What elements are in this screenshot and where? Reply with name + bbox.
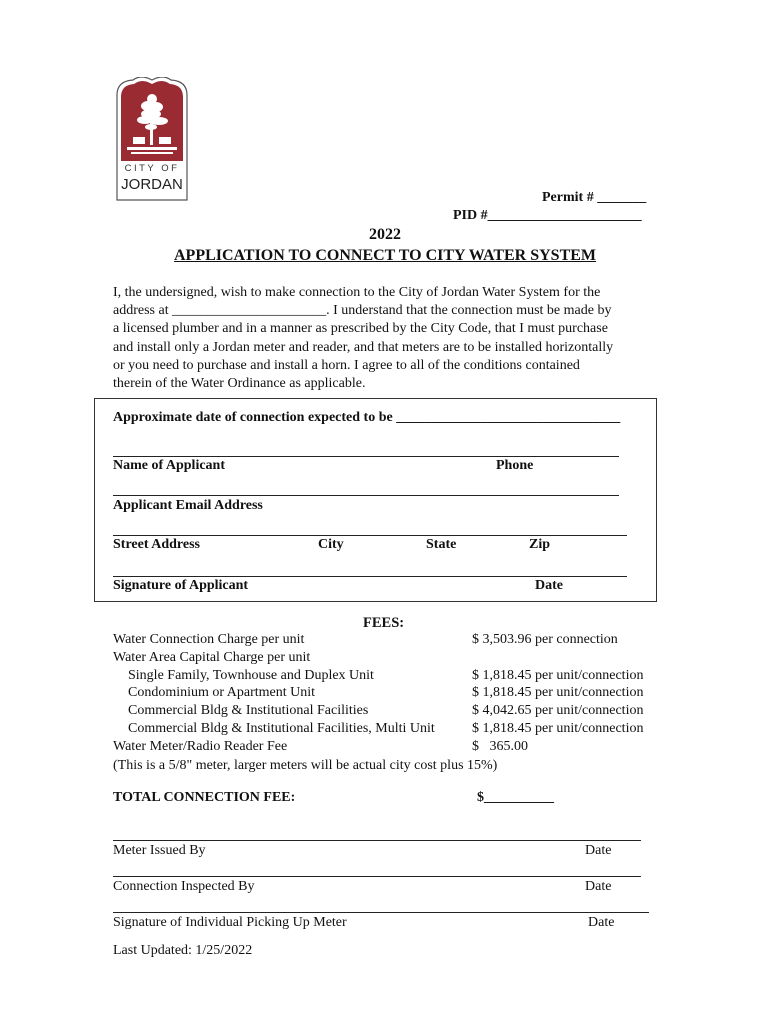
fee-amount: $ 365.00 bbox=[472, 739, 528, 754]
address-line[interactable] bbox=[113, 535, 627, 536]
signature-line[interactable] bbox=[113, 576, 627, 577]
fee-label: Commercial Bldg & Institutional Facilities, Multi Unit bbox=[128, 721, 435, 736]
fee-label: Single Family, Townhouse and Duplex Unit bbox=[128, 668, 374, 683]
zip-label: Zip bbox=[529, 537, 551, 552]
pid-field: PID #______________________ bbox=[453, 208, 642, 223]
fees-heading: FEES: bbox=[363, 615, 405, 631]
intro-line: I, the undersigned, wish to make connection to the City of Jordan Water System for the bbox=[113, 285, 601, 300]
last-updated: Last Updated: 1/25/2022 bbox=[113, 943, 253, 958]
picking-up-line[interactable] bbox=[113, 912, 649, 913]
city-of-jordan-logo bbox=[115, 77, 189, 202]
meter-issued-line[interactable] bbox=[113, 840, 641, 841]
logo-jordan: JORDAN bbox=[121, 176, 183, 193]
fee-amount: $ 3,503.96 per connection bbox=[472, 632, 618, 647]
signature-date-label: Date bbox=[535, 578, 563, 593]
intro-line: or you need to purchase and install a horn. I agree to all of the conditions contained bbox=[113, 357, 580, 373]
total-fee-label: TOTAL CONNECTION FEE: bbox=[113, 790, 296, 805]
total-fee-value[interactable]: $__________ bbox=[477, 790, 554, 805]
form-year: 2022 bbox=[369, 226, 401, 243]
intro-paragraph bbox=[113, 284, 673, 393]
fee-label: Condominium or Apartment Unit bbox=[128, 685, 316, 700]
fee-amount: $ 1,818.45 per unit/connection bbox=[472, 668, 644, 683]
connection-date-field[interactable]: Approximate date of connection expected to be ________________________________ bbox=[113, 410, 621, 425]
picking-up-signature-label: Signature of Individual Picking Up Meter bbox=[113, 915, 347, 930]
fee-amount: $ 4,042.65 per unit/connection bbox=[472, 703, 644, 718]
name-of-applicant-label: Name of Applicant bbox=[113, 458, 225, 473]
meter-note: (This is a 5/8" meter, larger meters will be actual city cost plus 15%) bbox=[113, 758, 498, 773]
inspected-date-label: Date bbox=[585, 879, 612, 894]
street-address-label: Street Address bbox=[113, 537, 200, 552]
fee-amount: $ 1,818.45 per unit/connection bbox=[472, 721, 644, 736]
email-label: Applicant Email Address bbox=[113, 498, 263, 513]
city-label: City bbox=[318, 537, 344, 552]
fee-label: Water Connection Charge per unit bbox=[113, 632, 305, 647]
meter-issued-label: Meter Issued By bbox=[113, 843, 206, 858]
state-label: State bbox=[426, 537, 457, 552]
connection-inspected-label: Connection Inspected By bbox=[113, 879, 255, 894]
picking-up-date-label: Date bbox=[588, 915, 615, 930]
intro-line: and install only a Jordan meter and reader, and that meters are to be installed horizontally bbox=[113, 339, 614, 355]
intro-line: therein of the Water Ordinance as applicable. bbox=[113, 376, 366, 392]
fee-amount: $ 1,818.45 per unit/connection bbox=[472, 685, 644, 700]
name-phone-line[interactable] bbox=[113, 456, 619, 457]
intro-line: a licensed plumber and in a manner as prescribed by the City Code, that I must purchase bbox=[113, 321, 608, 337]
fee-label: Water Meter/Radio Reader Fee bbox=[113, 739, 288, 754]
logo-city-of: CITY OF bbox=[124, 163, 180, 174]
phone-label: Phone bbox=[496, 458, 534, 473]
permit-number-field: Permit # _______ bbox=[542, 190, 647, 205]
email-line[interactable] bbox=[113, 495, 619, 496]
inspected-line[interactable] bbox=[113, 876, 641, 877]
fee-label: Commercial Bldg & Institutional Facilities bbox=[128, 703, 369, 718]
form-title: APPLICATION TO CONNECT TO CITY WATER SYSTEM bbox=[173, 247, 597, 264]
meter-issued-date-label: Date bbox=[585, 843, 612, 858]
fee-label: Water Area Capital Charge per unit bbox=[113, 650, 311, 665]
signature-label: Signature of Applicant bbox=[113, 578, 249, 593]
intro-line: address at ______________________. I understand that the connection must be made by bbox=[113, 303, 612, 319]
